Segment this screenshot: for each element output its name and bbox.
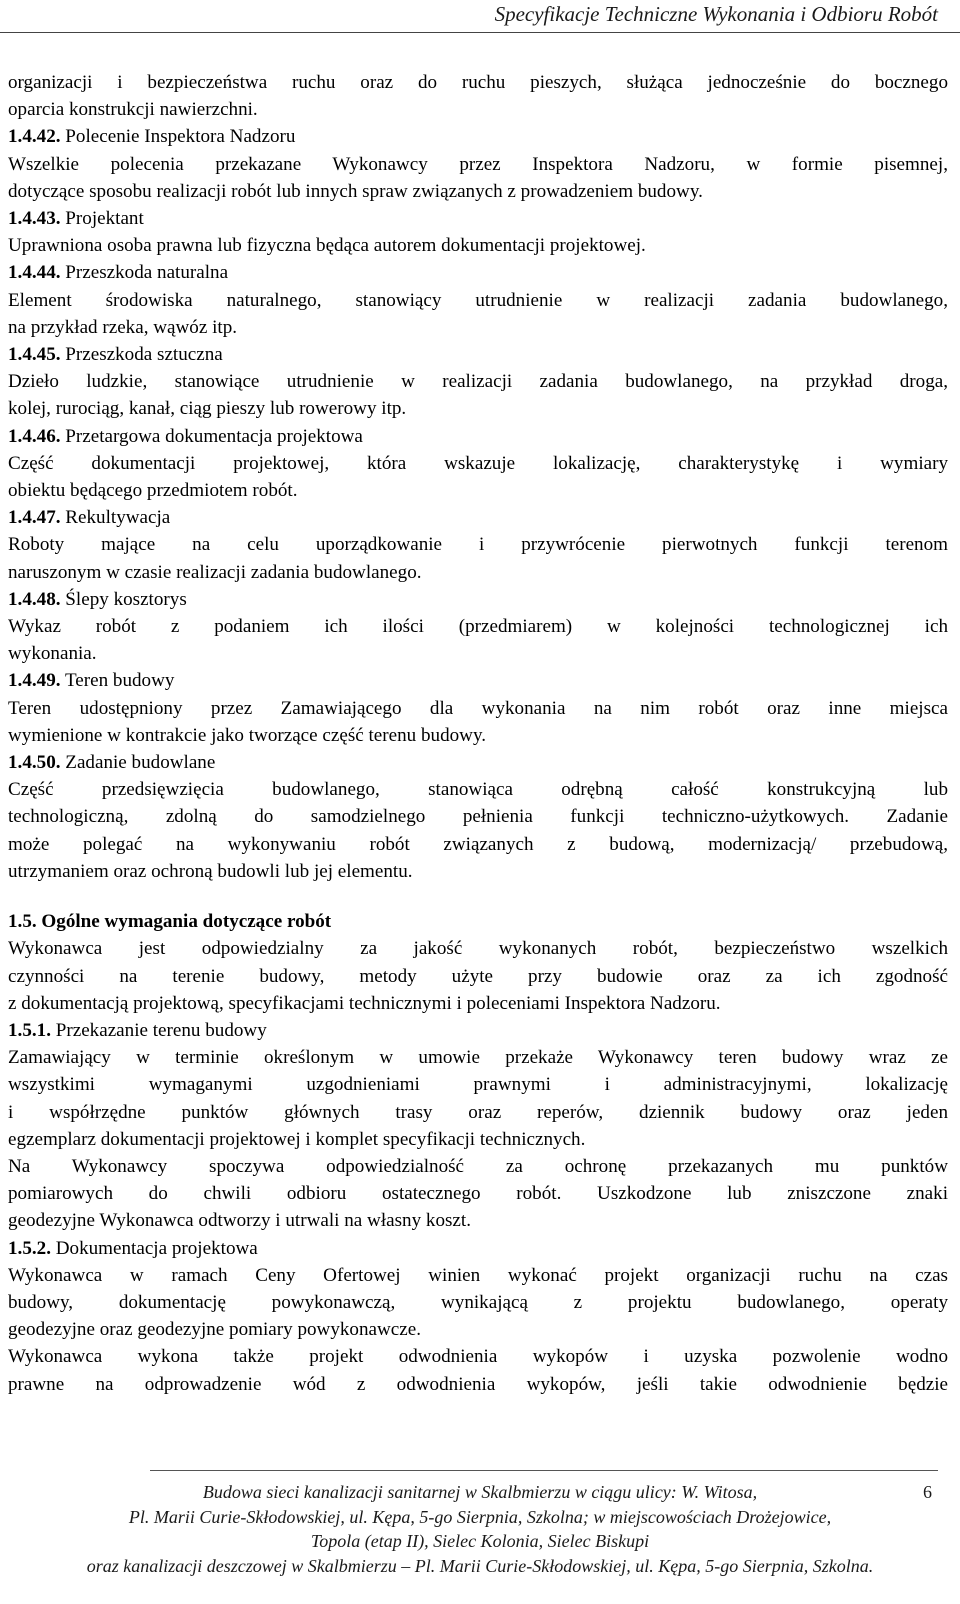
- text-line: wszystkimi wymaganymi uzgodnieniami prawnymi i administracyjnymi, lokalizację: [8, 1074, 948, 1096]
- definition-heading: [8, 123, 948, 150]
- definition-1-4-46: [8, 423, 948, 505]
- text-line: czynności na terenie budowy, metody użyte przy budowie oraz za ich zgodność: [8, 965, 948, 987]
- definition-heading: [8, 586, 948, 613]
- subsection-1-5-1: [8, 1017, 948, 1235]
- definition-title: Ślepy kosztorys: [65, 588, 187, 610]
- text-line: kolej, rurociąg, kanał, ciąg pieszy lub rowerowy itp.: [8, 398, 407, 420]
- text-line: Wszelkie polecenia przekazane Wykonawcy przez Inspektora Nadzoru, w formie pisemnej,: [8, 153, 948, 175]
- subsection-title: Przekazanie terenu budowy: [55, 1019, 267, 1041]
- definition-1-4-48: [8, 586, 948, 668]
- text-line: Część przedsięwzięcia budowlanego, stanowiąca odrębną całość konstrukcyjną lub: [8, 779, 948, 801]
- page-header: [0, 0, 960, 32]
- text-line: pomiarowych do chwili odbioru ostatecznego robót. Uszkodzone lub zniszczone znaki: [8, 1183, 948, 1205]
- text-line: Wykonawca w ramach Ceny Ofertowej winien wykonać projekt organizacji ruchu na czas: [8, 1264, 948, 1286]
- section-heading: [8, 908, 948, 935]
- definition-heading: [8, 341, 948, 368]
- footer-line: Budowa sieci kanalizacji sanitarnej w Skalbmierzu w ciągu ulicy: W. Witosa,: [202, 1482, 758, 1502]
- definition-number: 1.4.42.: [8, 126, 61, 148]
- footer-project-description: [0, 1480, 960, 1578]
- text-line: oparcia konstrukcji nawierzchni.: [8, 99, 258, 121]
- text-line: Element środowiska naturalnego, stanowiący utrudnienie w realizacji zadania budowlanego,: [8, 289, 948, 311]
- text-line: i współrzędne punktów głównych trasy oraz reperów, dziennik budowy oraz jeden: [8, 1101, 948, 1123]
- definition-1-4-42: [8, 123, 948, 205]
- definition-title: Przeszkoda sztuczna: [65, 344, 223, 366]
- definition-1-4-50: [8, 749, 948, 885]
- text-line: organizacji i bezpieczeństwa ruchu oraz do ruchu pieszych, służąca jednocześnie do bocznego: [8, 72, 948, 93]
- text-line: może polegać na wykonywaniu robót związanych z budową, modernizacją/ przebudową,: [8, 833, 948, 855]
- definition-number: 1.4.47.: [8, 507, 61, 529]
- definition-title: Przetargowa dokumentacja projektowa: [65, 425, 363, 447]
- definition-title: Zadanie budowlane: [65, 752, 216, 774]
- definition-1-4-44: [8, 259, 948, 341]
- text-line: Wykonawca jest odpowiedzialny za jakość wykonanych robót, bezpieczeństwo wszelkich: [8, 938, 948, 960]
- text-line: wymienione w kontrakcie jako tworzące część terenu budowy.: [8, 724, 487, 746]
- footer-line: Topola (etap II), Sielec Kolonia, Sielec Biskupi: [310, 1531, 650, 1551]
- text-line: Wykaz robót z podaniem ich ilości (przedmiarem) w kolejności technologicznej ich: [8, 616, 948, 638]
- subsection-heading: [8, 1017, 948, 1044]
- text-line: dotyczące sposobu realizacji robót lub innych spraw związanych z prowadzeniem budowy.: [8, 180, 703, 202]
- definition-title: Polecenie Inspektora Nadzoru: [65, 126, 296, 148]
- definition-title: Teren budowy: [64, 670, 175, 692]
- text-line: geodezyjne oraz geodezyjne pomiary powykonawcze.: [8, 1319, 421, 1341]
- text-line: budowy, dokumentację powykonawczą, wynikającą z projektu budowlanego, operaty: [8, 1291, 948, 1313]
- definition-1-4-45: [8, 341, 948, 423]
- definition-heading: [8, 205, 948, 232]
- section-spacer: [8, 885, 948, 908]
- text-line: utrzymaniem oraz ochroną budowli lub jej elementu.: [8, 860, 413, 882]
- definition-heading: [8, 423, 948, 450]
- text-line: Teren udostępniony przez Zamawiającego dla wykonania na nim robót oraz inne miejsca: [8, 697, 948, 719]
- text-line: naruszonym w czasie realizacji zadania budowlanego.: [8, 561, 422, 583]
- text-line: prawne na odprowadzenie wód z odwodnienia wykopów, jeśli takie odwodnienie będzie: [8, 1373, 948, 1395]
- text-line: Roboty mające na celu uporządkowanie i przywrócenie pierwotnych funkcji terenom: [8, 534, 948, 556]
- text-line: geodezyjne Wykonawca odtworzy i utrwali na własny koszt.: [8, 1210, 471, 1232]
- text-line: Część dokumentacji projektowej, która wskazuje lokalizację, charakterystykę i wymiary: [8, 452, 948, 474]
- definition-number: 1.4.50.: [8, 752, 61, 774]
- definition-1-4-47: [8, 504, 948, 586]
- subsection-number: 1.5.1.: [8, 1019, 51, 1041]
- page-footer: [0, 1470, 960, 1604]
- definition-title: Projektant: [65, 208, 144, 230]
- text-line: Uprawniona osoba prawna lub fizyczna będąca autorem dokumentacji projektowej.: [8, 235, 646, 257]
- section-1-5: [8, 908, 948, 1017]
- document-body: [8, 69, 948, 1398]
- text-line: Zamawiający w terminie określonym w umowie przekaże Wykonawcy teren budowy wraz ze: [8, 1047, 948, 1069]
- definition-number: 1.4.45.: [8, 344, 61, 366]
- text-line: na przykład rzeka, wąwóz itp.: [8, 316, 238, 338]
- definition-1-4-43: [8, 205, 948, 259]
- definition-number: 1.4.43.: [8, 208, 61, 230]
- definition-number: 1.4.44.: [8, 262, 61, 284]
- definition-number: 1.4.49.: [8, 670, 61, 692]
- definition-number: 1.4.46.: [8, 425, 61, 447]
- definition-heading: [8, 667, 948, 694]
- text-line: egzemplarz dokumentacji projektowej i komplet specyfikacji technicznych.: [8, 1128, 586, 1150]
- page-number: 6: [923, 1482, 932, 1502]
- text-line: technologiczną, zdolną do samodzielnego pełnienia funkcji techniczno-użytkowych. Zadanie: [8, 806, 948, 828]
- document-title: Specyfikacje Techniczne Wykonania i Odbioru Robót: [494, 2, 938, 26]
- text-line: Dzieło ludzkie, stanowiące utrudnienie w realizacji zadania budowlanego, na przykład droga,: [8, 371, 948, 393]
- footer-line: oraz kanalizacji deszczowej w Skalbmierzu – Pl. Marii Curie-Skłodowskiej, ul. Kępa, 5-go Sierpnia, Szkolna.: [86, 1555, 874, 1576]
- footer-rule: [150, 1470, 938, 1471]
- footer-line: Pl. Marii Curie-Skłodowskiej, ul. Kępa, 5-go Sierpnia, Szkolna; w miejscowościach Drożejowice,: [128, 1506, 832, 1527]
- text-line: Na Wykonawcy spoczywa odpowiedzialność za ochronę przekazanych mu punktów: [8, 1155, 948, 1177]
- definition-heading: [8, 259, 948, 286]
- text-line: z dokumentacją projektową, specyfikacjami technicznymi i poleceniami Inspektora Nadzoru.: [8, 992, 721, 1014]
- text-line: wykonania.: [8, 643, 97, 665]
- header-rule: [0, 32, 960, 33]
- section-title: Ogólne wymagania dotyczące robót: [41, 911, 332, 933]
- section-number: 1.5.: [8, 911, 37, 933]
- subsection-title: Dokumentacja projektowa: [55, 1237, 258, 1259]
- definition-heading: [8, 749, 948, 776]
- subsection-1-5-2: [8, 1235, 948, 1398]
- definition-heading: [8, 504, 948, 531]
- paragraph-continuation: [8, 69, 948, 123]
- subsection-number: 1.5.2.: [8, 1237, 51, 1259]
- definition-1-4-49: [8, 667, 948, 749]
- text-line: obiektu będącego przedmiotem robót.: [8, 480, 298, 502]
- definition-number: 1.4.48.: [8, 588, 61, 610]
- definition-title: Przeszkoda naturalna: [65, 262, 229, 284]
- subsection-heading: [8, 1235, 948, 1262]
- text-line: Wykonawca wykona także projekt odwodnienia wykopów i uzyska pozwolenie wodno: [8, 1346, 948, 1368]
- definition-title: Rekultywacja: [65, 507, 171, 529]
